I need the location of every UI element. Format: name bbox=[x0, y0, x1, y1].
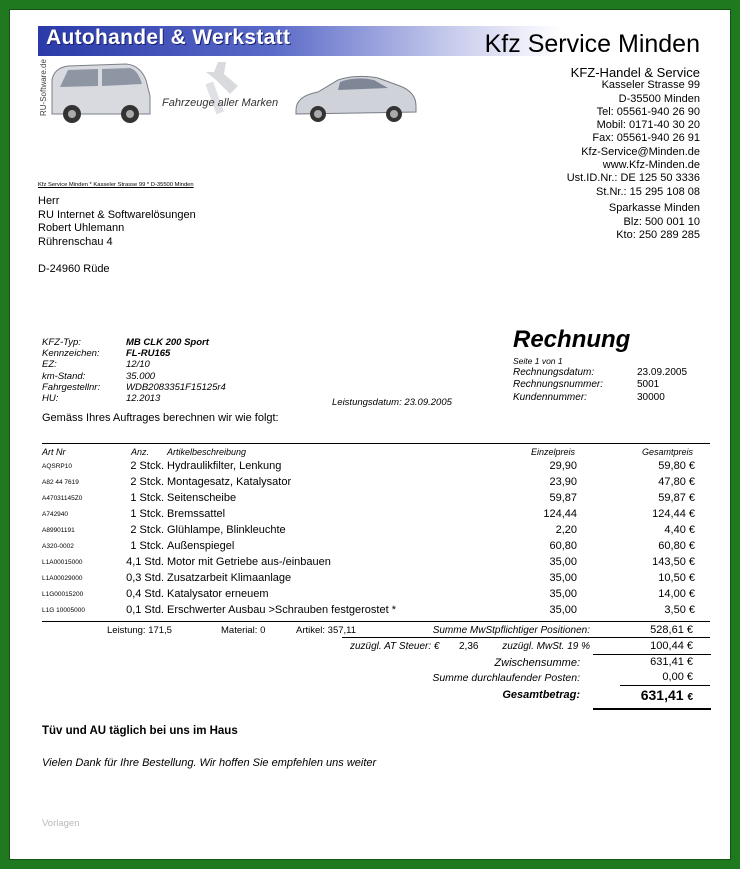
cell-total-price: 47,80 € bbox=[658, 476, 695, 488]
cell-description: Montagesatz, Katalysator bbox=[167, 476, 292, 488]
recipient-line: RU Internet & Softwarelösungen bbox=[38, 208, 196, 221]
bank-line: Kto: 250 289 285 bbox=[616, 229, 700, 242]
bank-line: Blz: 500 001 10 bbox=[623, 215, 700, 228]
durchlaufend-label: Summe durchlaufender Posten: bbox=[432, 672, 580, 684]
table-row bbox=[10, 508, 732, 522]
cell-description: Katalysator erneuem bbox=[167, 588, 269, 600]
vehicle-row bbox=[42, 393, 226, 404]
cell-total-price: 143,50 € bbox=[652, 556, 695, 568]
vehicle-key: EZ: bbox=[42, 359, 57, 371]
cell-description: Erschwerter Ausbau >Schrauben festgerostet * bbox=[167, 604, 396, 616]
cell-qty: 2 Stck. bbox=[130, 524, 164, 536]
vehicle-key: HU: bbox=[42, 393, 59, 405]
invoice-info bbox=[513, 355, 687, 404]
invoice-value: 23.09.2005 bbox=[637, 367, 688, 379]
artikel-sum: Artikel: 357,11 bbox=[296, 625, 357, 636]
company-line: KFZ-Handel & Service bbox=[570, 65, 700, 80]
cell-unit-price: 35,00 bbox=[549, 556, 577, 568]
coupe-image bbox=[296, 76, 416, 122]
cell-description: Hydraulikfilter, Lenkung bbox=[167, 460, 282, 472]
cell-unit-price: 35,00 bbox=[549, 588, 577, 600]
cell-art-nr: A47031145Z0 bbox=[42, 495, 83, 502]
recipient-address bbox=[38, 195, 196, 249]
table-row bbox=[10, 572, 732, 586]
cell-description: Bremssattel bbox=[167, 508, 226, 520]
cell-qty: 1 Stck. bbox=[130, 492, 164, 504]
van-image bbox=[52, 64, 150, 123]
vorlagen-watermark: Vorlagen bbox=[42, 818, 80, 829]
vehicle-row bbox=[42, 348, 226, 359]
cell-total-price: 10,50 € bbox=[658, 572, 695, 584]
banner-title: Autohandel & Werkstatt bbox=[46, 26, 291, 49]
vehicle-row bbox=[42, 359, 226, 370]
gesamtbetrag-amount: 631,41 bbox=[640, 687, 684, 703]
sender-line: Kfz Service Minden * Kasseler Strasse 99 * D-35500 Minden bbox=[38, 182, 194, 188]
table-row bbox=[10, 556, 732, 570]
subtotal-divider bbox=[593, 654, 711, 655]
cell-qty: 1 Stck. bbox=[130, 540, 164, 552]
cell-total-price: 124,44 € bbox=[652, 508, 695, 520]
leistungsdatum: Leistungsdatum: 23.09.2005 bbox=[332, 397, 452, 408]
cell-art-nr: A82 44 7619 bbox=[42, 479, 79, 486]
cell-unit-price: 2,20 bbox=[555, 524, 577, 536]
table-row bbox=[10, 460, 732, 474]
cell-qty: 4,1 Std. bbox=[126, 556, 164, 568]
cell-art-nr: L1G00015200 bbox=[42, 591, 84, 598]
company-line: Fax: 05561-940 26 91 bbox=[592, 132, 700, 145]
vehicle-row bbox=[42, 337, 226, 348]
cell-unit-price: 35,00 bbox=[549, 604, 577, 616]
invoice-key: Kundennummer: bbox=[513, 391, 587, 403]
cell-unit-price: 29,90 bbox=[549, 460, 577, 472]
cell-unit-price: 23,90 bbox=[549, 476, 577, 488]
vehicle-info bbox=[42, 337, 226, 404]
zwischensumme-label: Zwischensumme: bbox=[494, 657, 580, 669]
vehicle-value: 12/10 bbox=[126, 359, 150, 371]
invoice-row bbox=[513, 367, 687, 379]
recipient-line: Rührenschau 4 bbox=[38, 235, 113, 248]
gesamtbetrag-currency: € bbox=[687, 692, 693, 703]
invoice-value: 5001 bbox=[637, 379, 660, 391]
material-sum: Material: 0 bbox=[221, 625, 266, 636]
cell-total-price: 59,80 € bbox=[658, 460, 695, 472]
car-illustration bbox=[38, 56, 418, 128]
shop-name: Kfz Service Minden bbox=[484, 30, 700, 58]
gesamtbetrag-value bbox=[641, 687, 693, 703]
at-steuer-value: 2,36 bbox=[459, 641, 479, 652]
header-description: Artikelbeschreibung bbox=[167, 447, 247, 457]
invoice-row bbox=[513, 392, 687, 404]
vehicle-value: FL-RU165 bbox=[126, 348, 171, 360]
company-address bbox=[567, 66, 700, 199]
cell-unit-price: 35,00 bbox=[549, 572, 577, 584]
cell-art-nr: L1A00015000 bbox=[42, 559, 83, 566]
cell-art-nr: A89901191 bbox=[42, 527, 75, 534]
cell-total-price: 3,50 € bbox=[664, 604, 695, 616]
table-row bbox=[10, 524, 732, 538]
mwst-pflichtig-label: Summe MwStpflichtiger Positionen: bbox=[432, 625, 590, 636]
cell-art-nr: A320-0002 bbox=[42, 543, 74, 550]
durchlaufend-divider bbox=[620, 685, 710, 686]
table-row bbox=[10, 492, 732, 506]
table-row bbox=[10, 588, 732, 602]
company-line: Kfz-Service@Minden.de bbox=[581, 145, 700, 158]
cell-description: Seitenscheibe bbox=[167, 492, 237, 504]
cell-art-nr: L1A00029000 bbox=[42, 575, 83, 582]
bank-line: Sparkasse Minden bbox=[608, 202, 700, 214]
cell-qty: 0,3 Std. bbox=[126, 572, 164, 584]
vertical-brand-text: RU-Software.de bbox=[39, 59, 48, 116]
cell-total-price: 59,87 € bbox=[658, 492, 695, 504]
cell-total-price: 14,00 € bbox=[658, 588, 695, 600]
vehicle-key: Kennzeichen: bbox=[42, 348, 100, 360]
durchlaufend-value: 0,00 € bbox=[662, 671, 693, 683]
invoice-key: Rechnungsnummer: bbox=[513, 379, 604, 391]
invoice-value: 30000 bbox=[637, 391, 665, 403]
table-header-divider bbox=[42, 443, 710, 444]
company-line: Kasseler Strasse 99 bbox=[601, 79, 700, 92]
vehicle-row bbox=[42, 382, 226, 393]
header-gesamtpreis: Gesamtpreis bbox=[641, 447, 693, 457]
cell-art-nr: A742940 bbox=[42, 511, 69, 518]
zwischensumme-value: 631,41 € bbox=[650, 656, 693, 668]
cell-unit-price: 59,87 bbox=[549, 492, 577, 504]
cell-total-price: 4,40 € bbox=[664, 524, 695, 536]
mwst-value: 100,44 € bbox=[650, 640, 693, 652]
header-art-nr: Art Nr bbox=[42, 447, 66, 457]
tax-divider bbox=[342, 637, 710, 638]
invoice-row bbox=[513, 379, 687, 391]
tuev-note: Tüv und AU täglich bei uns im Haus bbox=[42, 725, 238, 737]
vehicle-value: 35.000 bbox=[126, 370, 156, 382]
cell-total-price: 60,80 € bbox=[658, 540, 695, 552]
invoice-page bbox=[9, 9, 731, 860]
company-line: D-35500 Minden bbox=[618, 92, 700, 105]
cell-qty: 0,1 Std. bbox=[126, 604, 164, 616]
recipient-city: D-24960 Rüde bbox=[38, 263, 110, 275]
cell-qty: 1 Stck. bbox=[130, 508, 164, 520]
header-anz: Anz. bbox=[131, 447, 150, 457]
cell-qty: 0,4 Std. bbox=[126, 588, 164, 600]
cell-qty: 2 Stck. bbox=[130, 460, 164, 472]
at-steuer-label: zuzügl. AT Steuer: € bbox=[350, 641, 440, 652]
thanks-note: Vielen Dank für Ihre Bestellung. Wir hoffen Sie empfehlen uns weiter bbox=[42, 757, 377, 769]
leistung-sum: Leistung: 171,5 bbox=[107, 625, 172, 636]
cell-description: Motor mit Getriebe aus-/einbauen bbox=[167, 556, 331, 568]
header-einzelpreis: Einzelpreis bbox=[530, 447, 575, 457]
slogan: Fahrzeuge aller Marken bbox=[162, 97, 279, 109]
vehicle-key: km-Stand: bbox=[42, 370, 86, 382]
company-line: Ust.ID.Nr.: DE 125 50 3336 bbox=[566, 172, 700, 185]
cell-unit-price: 60,80 bbox=[549, 540, 577, 552]
cell-art-nr: L1G 10005000 bbox=[42, 607, 86, 614]
table-row bbox=[10, 476, 732, 490]
intro-text: Gemäss Ihres Auftrages berechnen wir wie folgt: bbox=[42, 412, 279, 424]
gesamtbetrag-underline bbox=[593, 708, 711, 710]
cell-unit-price: 124,44 bbox=[543, 508, 577, 520]
company-line: Mobil: 0171-40 30 20 bbox=[596, 119, 700, 132]
vehicle-key: Fahrgestellnr: bbox=[42, 381, 101, 393]
cell-description: Zusatzarbeit Klimaanlage bbox=[167, 572, 292, 584]
invoice-key: Rechnungsdatum: bbox=[513, 367, 595, 379]
vehicle-key: KFZ-Typ: bbox=[42, 337, 81, 348]
vehicle-value: 12.2013 bbox=[126, 393, 161, 405]
invoice-title: Rechnung bbox=[513, 326, 631, 353]
cell-qty: 2 Stck. bbox=[130, 476, 164, 488]
cell-description: Glühlampe, Blinkleuchte bbox=[167, 524, 286, 536]
items-divider bbox=[42, 621, 710, 622]
vehicle-value: WDB2083351F15125r4 bbox=[126, 381, 226, 393]
vehicle-row bbox=[42, 371, 226, 382]
gesamtbetrag-label: Gesamtbetrag: bbox=[502, 689, 580, 701]
mwst-pflichtig-value: 528,61 € bbox=[650, 624, 693, 636]
recipient-line: Robert Uhlemann bbox=[38, 222, 125, 235]
table-row bbox=[10, 540, 732, 554]
company-line: www.Kfz-Minden.de bbox=[602, 159, 700, 172]
bank-details bbox=[609, 202, 700, 243]
company-line: Tel: 05561-940 26 90 bbox=[596, 105, 700, 118]
cell-art-nr: AQSRP10 bbox=[42, 463, 72, 470]
cell-description: Außenspiegel bbox=[167, 540, 235, 552]
table-row bbox=[10, 604, 732, 618]
company-line: St.Nr.: 15 295 108 08 bbox=[596, 185, 700, 198]
page-number: Seite 1 von 1 bbox=[513, 356, 563, 366]
mwst-label: zuzügl. MwSt. 19 % bbox=[502, 641, 590, 652]
recipient-line: Herr bbox=[38, 195, 60, 207]
vehicle-value: MB CLK 200 Sport bbox=[126, 337, 209, 348]
